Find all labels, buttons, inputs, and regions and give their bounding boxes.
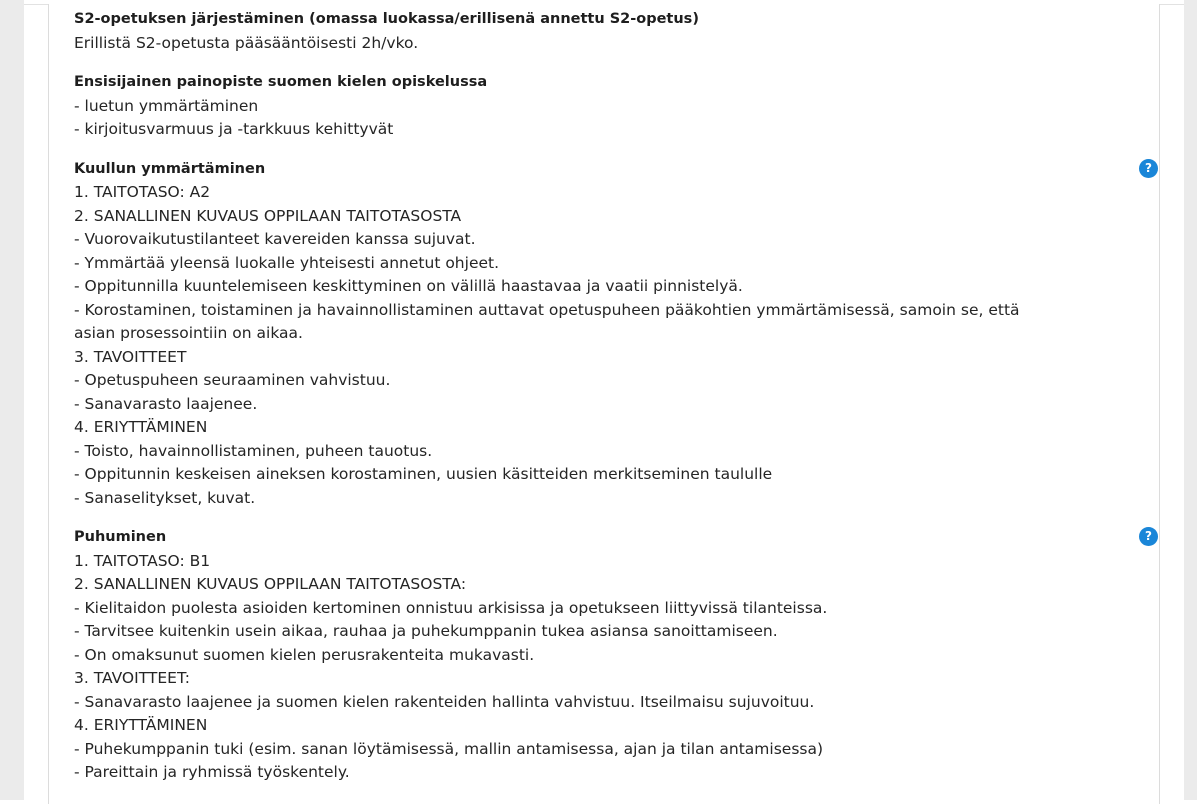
section-heading: Puhuminen <box>74 529 167 545</box>
section-primary-focus <box>74 71 1064 142</box>
section-line: 3. TAVOITTEET: <box>74 669 190 687</box>
section-line: Erillistä S2-opetusta pääsääntöisesti 2h/vko. <box>74 33 419 52</box>
section-line: - Ymmärtää yleensä luokalle yhteisesti annetut ohjeet. <box>74 253 500 272</box>
section-heading: Kuullun ymmärtäminen <box>74 160 266 177</box>
section-heading: Ensisijainen painopiste suomen kielen opiskelussa <box>74 74 488 90</box>
section-line: 1. TAITOTASO: B1 <box>74 551 211 570</box>
section-speaking <box>74 526 1152 785</box>
section-line: - Toisto, havainnollistaminen, puheen tauotus. <box>74 441 433 460</box>
right-gutter <box>1184 0 1197 800</box>
section-listening <box>74 158 1152 511</box>
section-line: 2. SANALLINEN KUVAUS OPPILAAN TAITOTASOSTA: <box>74 575 467 593</box>
section-line: - kirjoitusvarmuus ja -tarkkuus kehittyvät <box>74 120 394 138</box>
section-line: - Korostaminen, toistaminen ja havainnollistaminen auttavat opetuspuheen pääkohtien ymmärtämisessä, samoin se, että asian prosessointiin on aikaa. <box>74 300 1025 342</box>
content-panel <box>48 4 1160 804</box>
section-line: - Oppitunnilla kuuntelemiseen keskittyminen on välillä haastavaa ja vaatii pinnistelyä. <box>74 277 743 295</box>
section-s2-arrangement <box>74 8 1064 55</box>
section-line: 3. TAVOITTEET <box>74 347 187 366</box>
section-line: 4. ERIYTTÄMINEN <box>74 418 208 436</box>
section-line: - Tarvitsee kuitenkin usein aikaa, rauhaa ja puhekumppanin tukea asiansa sanoittamiseen. <box>74 622 778 640</box>
section-line: 1. TAITOTASO: A2 <box>74 183 211 201</box>
section-line: 2. SANALLINEN KUVAUS OPPILAAN TAITOTASOSTA <box>74 206 462 225</box>
section-line: - Puhekumppanin tuki (esim. sanan löytämisessä, mallin antamisessa, ajan ja tilan antamisessa) <box>74 739 824 758</box>
section-line: - On omaksunut suomen kielen perusrakenteita mukavasti. <box>74 645 535 664</box>
section-line: - Sanavarasto laajenee ja suomen kielen rakenteiden hallinta vahvistuu. Itseilmaisu sujuvoituu. <box>74 692 815 711</box>
section-line: - Sanavarasto laajenee. <box>74 394 258 413</box>
section-line: - Sanaselitykset, kuvat. <box>74 488 256 507</box>
section-line: - luetun ymmärtäminen <box>74 96 259 115</box>
document-content <box>74 8 1152 801</box>
section-line: - Kielitaidon puolesta asioiden kertominen onnistuu arkisissa ja opetukseen liittyvissä tilanteissa. <box>74 598 828 617</box>
section-heading: S2-opetuksen järjestäminen (omassa luokassa/erillisenä annettu S2-opetus) <box>74 11 699 27</box>
section-line: - Vuorovaikutustilanteet kavereiden kanssa sujuvat. <box>74 230 476 248</box>
help-icon[interactable]: ? <box>1139 527 1158 546</box>
section-line: 4. ERIYTTÄMINEN <box>74 716 208 734</box>
left-gutter <box>0 0 24 800</box>
section-line: - Oppitunnin keskeisen aineksen korostaminen, uusien käsitteiden merkitseminen taululle <box>74 465 773 483</box>
section-line: - Opetuspuheen seuraaminen vahvistuu. <box>74 371 391 389</box>
help-icon[interactable]: ? <box>1139 159 1158 178</box>
section-line: - Pareittain ja ryhmissä työskentely. <box>74 763 350 781</box>
